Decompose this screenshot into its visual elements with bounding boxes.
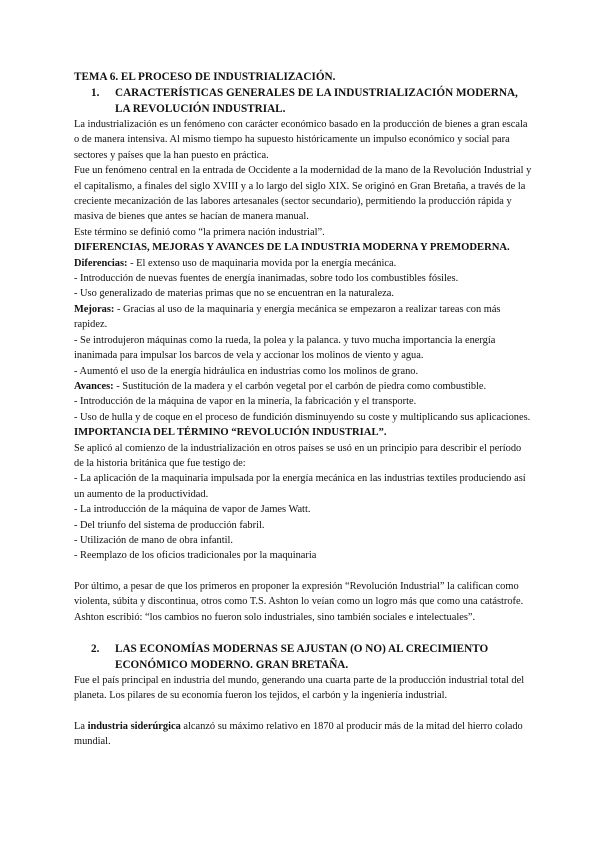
avances-label: Avances:: [74, 380, 114, 392]
industria-siderurgica-bold: industria siderúrgica: [87, 720, 181, 732]
section-1-paragraph-3: Este término se definió como “la primera nación industrial”.: [74, 226, 325, 238]
avances-item-3: - Uso de hulla y de coque en el proceso de fundición disminuyendo su coste y multiplicando sus aplicaciones.: [74, 411, 531, 423]
section-1-heading-text: CARACTERÍSTICAS GENERALES DE LA INDUSTRIALIZACIÓN MODERNA, LA REVOLUCIÓN INDUSTRIAL.: [115, 87, 518, 115]
document-title: TEMA 6. EL PROCESO DE INDUSTRIALIZACIÓN.: [74, 71, 336, 83]
diferencias-item-1: [74, 256, 532, 271]
importancia-item-2: - La introducción de la máquina de vapor de James Watt.: [74, 504, 311, 516]
subheading-importancia: IMPORTANCIA DEL TÉRMINO “REVOLUCIÓN INDUSTRIAL”.: [74, 427, 387, 439]
mejoras-text-1: - Gracias al uso de la maquinaria y energía mecánica se empezaron a realizar tareas con más rapidez.: [74, 303, 501, 331]
section-1-paragraph-2: Fue un fenómeno central en la entrada de Occidente a la modernidad de la mano de la Revolución Industrial y el capitalismo, a finales del siglo XVIII y a lo largo del siglo XIX. Se originó en Gran Bretaña, a través de la creciente mecanización de las labores artesanales (sector secundario), permitiendo la producción rápida y masiva de bienes que antes se hacían de manera manual.: [74, 165, 532, 223]
section-2-heading-text: LAS ECONOMÍAS MODERNAS SE AJUSTAN (O NO) AL CRECIMIENTO ECONÓMICO MODERNO. GRAN BRETAÑA.: [115, 643, 489, 671]
section-2-paragraph-1: Fue el país principal en industria del mundo, generando una cuarta parte de la producción industrial total del planeta. Los pilares de su economía fueron los tejidos, el carbón y la ingeniería industrial.: [74, 675, 525, 702]
section-1-number: 1.: [91, 87, 100, 99]
paragraph-spacer-2: [74, 704, 532, 719]
importancia-item-4: - Utilización de mano de obra infantil.: [74, 534, 233, 546]
diferencias-item-2: - Introducción de nuevas fuentes de energía inanimadas, sobre todo los combustibles fósiles.: [74, 273, 459, 285]
paragraph-spacer: [74, 564, 532, 579]
section-2-p2-start: La: [74, 720, 88, 732]
avances-item-1: [74, 379, 532, 394]
mejoras-item-3: - Aumentó el uso de la energía hidráulica en industrias como los molinos de grano.: [74, 365, 419, 377]
importancia-item-5: - Reemplazo de los oficios tradicionales por la maquinaria: [74, 550, 317, 562]
section-1-heading: [74, 85, 532, 117]
avances-item-2: - Introducción de la máquina de vapor en la minería, la fabricación y el transporte.: [74, 396, 417, 408]
mejoras-label: Mejoras:: [74, 303, 115, 315]
mejoras-item-1: [74, 302, 532, 333]
importancia-intro: Se aplicó al comienzo de la industrialización en otros países se usó en un principio para describir el período de la historia británica que fue testigo de:: [74, 442, 522, 469]
subheading-diferencias: DIFERENCIAS, MEJORAS Y AVANCES DE LA INDUSTRIA MODERNA Y PREMODERNA.: [74, 242, 510, 254]
avances-text-1: - Sustitución de la madera y el carbón vegetal por el carbón de piedra como combustible.: [113, 380, 487, 392]
importancia-item-1: - La aplicación de la maquinaria impulsada por la energía mecánica en las industrias textiles produciendo así un aumento de la productividad.: [74, 473, 526, 500]
diferencias-label: Diferencias:: [74, 257, 128, 269]
section-2-number: 2.: [91, 643, 100, 655]
section-1-closing-paragraph: Por último, a pesar de que los primeros en proponer la expresión “Revolución Industrial” la califican como violenta, súbita y discontinua, otros como T.S. Ashton lo veían como un logro más que como una catástrofe. Ashton escribió: “los cambios no fueron solo industriales, sino también sociales e intelectuales”.: [74, 580, 524, 623]
section-1-paragraph-1: La industrialización es un fenómeno con carácter económico basado en la producción de bienes a gran escala o de manera intensiva. Al mismo tiempo ha supuesto históricamente un impulso económico y social para sectores y países que la han puesto en práctica.: [74, 119, 528, 161]
section-spacer: [74, 625, 532, 641]
diferencias-text-1: - El extenso uso de maquinaria movida por la energía mecánica.: [127, 257, 397, 269]
mejoras-item-2: - Se introdujeron máquinas como la rueda, la polea y la palanca. y tuvo mucha importancia la energía inanimada para impulsar los barcos de vela y accionar los molinos de viento y agua.: [74, 334, 496, 362]
document-body: [74, 69, 532, 750]
diferencias-item-3: - Uso generalizado de materias primas que no se encuentran en la naturaleza.: [74, 288, 394, 300]
section-2-p2-end: alcanzó su máximo relativo en 1870 al producir más de la mitad del hierro colado mundial.: [74, 720, 523, 748]
section-2-heading: [74, 641, 532, 673]
importancia-item-3: - Del triunfo del sistema de producción fabril.: [74, 519, 265, 531]
section-2-paragraph-2: [74, 719, 532, 750]
